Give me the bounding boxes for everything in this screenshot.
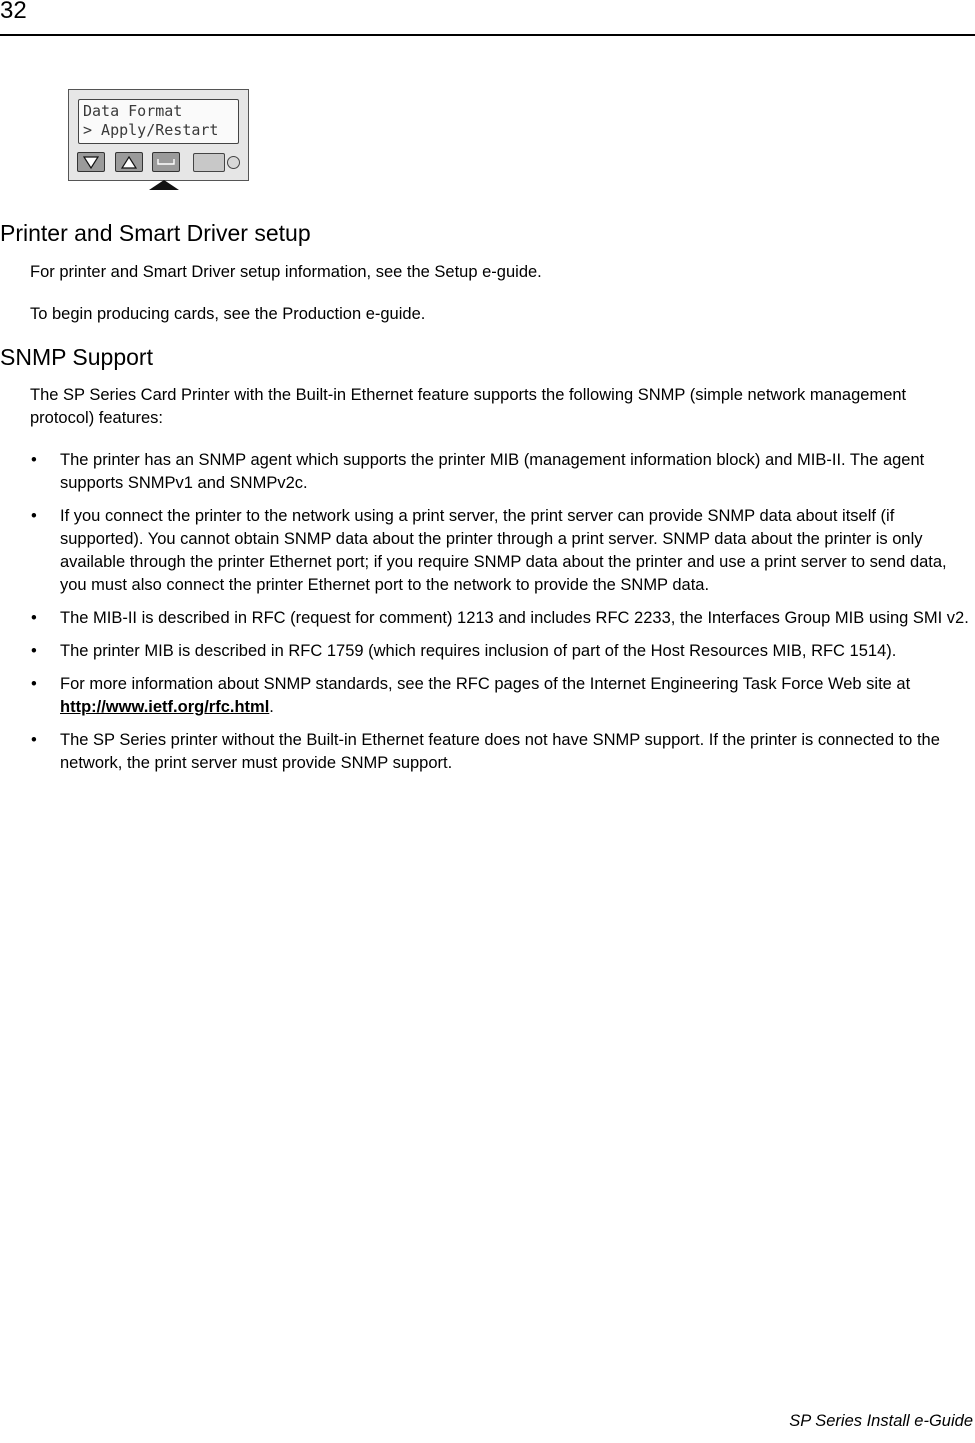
- lcd-line-1: Data Format: [83, 102, 183, 120]
- list-item-text: For more information about SNMP standards, see the RFC pages of the Internet Engineering Task Force Web site at: [60, 675, 911, 693]
- list-item-text: The printer has an SNMP agent which supports the printer MIB (management information block) and MIB-II. The agent supports SNMPv1 and SNMPv2c.: [60, 451, 925, 492]
- lcd-display: [78, 99, 239, 144]
- page-number: 32: [0, 0, 27, 24]
- link-suffix: .: [269, 698, 274, 716]
- list-item-text: If you connect the printer to the network using a print server, the print server can provide SNMP data about itself (if supported). You cannot obtain SNMP data about the printer through a print server. SNMP data about the printer is only available through the printer Ethernet port; if you require SNMP data about the printer and use a print server to send data, you must also connect the printer Ethernet port to the network to provide the SNMP data.: [60, 507, 947, 594]
- enter-button[interactable]: [152, 152, 180, 172]
- section-heading-snmp: SNMP Support: [0, 344, 153, 370]
- list-item: [30, 640, 972, 663]
- list-item-text: The MIB-II is described in RFC (request for comment) 1213 and includes RFC 2233, the Interfaces Group MIB using SMI v2.: [60, 609, 969, 627]
- snmp-intro-paragraph: The SP Series Card Printer with the Built-in Ethernet feature supports the following SNMP (simple network management protocol) features:: [30, 386, 907, 427]
- snmp-feature-list: [30, 449, 972, 785]
- up-arrow-icon: [121, 156, 137, 169]
- led-indicator-icon: [227, 156, 240, 169]
- bullet-icon: •: [31, 507, 37, 525]
- up-arrow-button[interactable]: [115, 152, 143, 172]
- bullet-icon: •: [31, 451, 37, 469]
- down-arrow-icon: [83, 156, 99, 169]
- list-item: [30, 729, 972, 775]
- header-rule: [0, 34, 975, 36]
- list-item: [30, 607, 972, 630]
- pointer-triangle-icon: [149, 180, 179, 190]
- lcd-line-2: > Apply/Restart: [83, 121, 219, 139]
- down-arrow-button[interactable]: [77, 152, 105, 172]
- list-item: [30, 449, 972, 495]
- enter-icon: [157, 158, 175, 166]
- section-heading-setup: Printer and Smart Driver setup: [0, 220, 311, 246]
- list-item-text: The printer MIB is described in RFC 1759 (which requires inclusion of part of the Host Resources MIB, RFC 1514).: [60, 642, 897, 660]
- list-item: [30, 505, 972, 597]
- list-item-text: The SP Series printer without the Built-in Ethernet feature does not have SNMP support. If the printer is connected to the network, the print server must provide SNMP support.: [60, 731, 940, 772]
- printer-control-panel: [68, 89, 249, 181]
- list-item: [30, 673, 972, 719]
- production-paragraph: To begin producing cards, see the Production e-guide.: [30, 305, 426, 323]
- bullet-icon: •: [31, 642, 37, 660]
- footer-title: SP Series Install e-Guide: [789, 1412, 973, 1430]
- bullet-icon: •: [31, 675, 37, 693]
- status-display-box: [193, 153, 225, 172]
- setup-paragraph: For printer and Smart Driver setup information, see the Setup e-guide.: [30, 263, 542, 281]
- bullet-icon: •: [31, 731, 37, 749]
- bullet-icon: •: [31, 609, 37, 627]
- ietf-rfc-link[interactable]: http://www.ietf.org/rfc.html: [60, 698, 270, 716]
